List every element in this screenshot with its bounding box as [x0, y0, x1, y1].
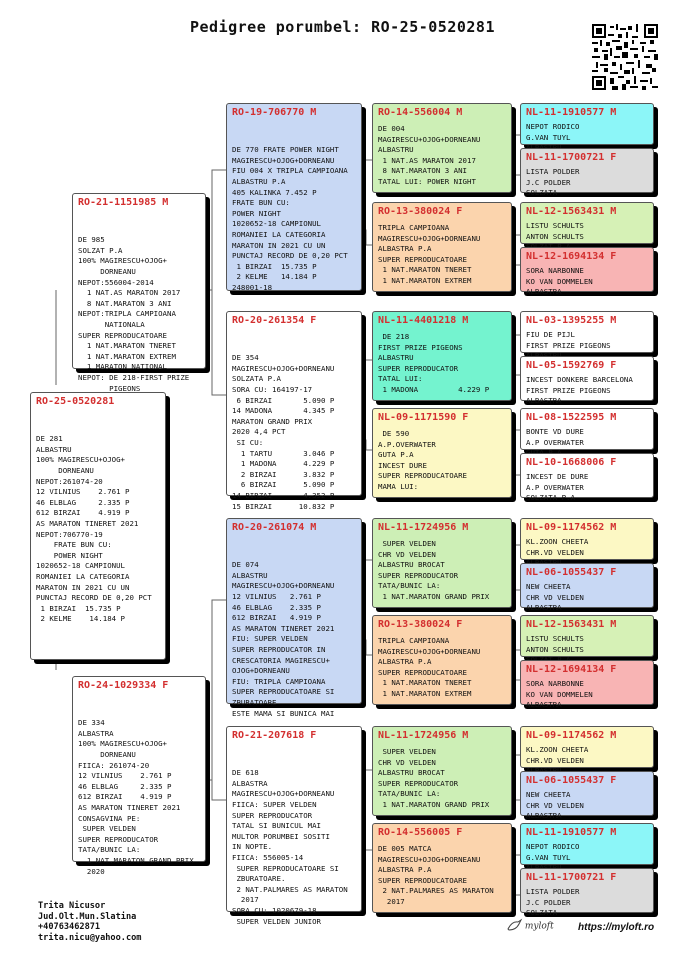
gen4-ring: NL-06-1055437 F — [526, 775, 617, 786]
gen4-card[interactable] — [520, 408, 654, 450]
gen4-card[interactable] — [520, 518, 654, 560]
gen2-ring: RO-20-261354 F — [232, 315, 317, 326]
gen4-card[interactable] — [520, 868, 654, 918]
gen4-details: INCEST DE DURE A.P OVERWATER SOLZATA P.A — [526, 472, 589, 503]
gen4-card[interactable] — [520, 615, 654, 657]
gen4-card[interactable] — [520, 103, 654, 145]
gen2-ring: RO-21-207618 F — [232, 730, 317, 741]
pigeon-icon — [506, 919, 522, 933]
gen4-ring: NL-11-1910577 M — [526, 827, 617, 838]
page-title: Pedigree porumbel: RO-25-0520281 — [190, 18, 495, 36]
gen4-ring: NL-03-1395255 M — [526, 315, 617, 326]
gen4-card[interactable] — [520, 823, 654, 865]
gen3-card[interactable] — [372, 615, 512, 705]
sire-card[interactable] — [72, 193, 206, 393]
gen3-details: DE 004 MAGIRESCU+OJOG+DORNEANU ALBASTRU 1 NAT.AS MARATON 2017 8 NAT.MARATON 3 ANI TATAL LUI: POWER NIGHT — [378, 124, 481, 186]
gen2-card-sire-sire[interactable] — [226, 103, 362, 291]
gen4-details: NEW CHEETA CHR VD VELDEN ALBASTRA — [526, 582, 584, 613]
dam-details: DE 334 ALBASTRA 100% MAGIRESCU+OJOG+ DORNEANU FIICA: 261074-20 12 VILNIUS 2.761 P 46 ELBLAG 2.335 P 612 BIRZAI 4.919 P AS MARATON TINERET 2021 CONSAGVINA PE: SUPER VELDEN SUPER REPRODUCATOR TATA/BUNIC LA: 1 NAT.MARATON GRAND PRIX 2020 — [78, 718, 194, 876]
gen4-ring: NL-12-1563431 M — [526, 206, 617, 217]
owner-name: Trita Nicusor — [38, 901, 106, 911]
gen4-details: FIU DE PIJL FIRST PRIZE PIGEONS — [526, 330, 611, 350]
gen3-card[interactable] — [372, 103, 512, 193]
dam-card[interactable] — [72, 676, 206, 876]
gen4-ring: NL-10-1668006 F — [526, 457, 617, 468]
gen4-card[interactable] — [520, 148, 654, 198]
gen3-details: DE 218 FIRST PRIZE PIGEONS ALBASTRU SUPER REPRODUCATOR TATAL LUI: 1 MADONA 4.229 P — [378, 332, 490, 394]
gen4-details: SORA NARBONNE KO VAN DOMMELEN ALBASTRA — [526, 679, 593, 710]
sire-details: DE 985 SOLZAT P.A 100% MAGIRESCU+OJOG+ DORNEANU NEPOT:556004-2014 1 NAT.AS MARATON 2017 8 NAT.MARATON 3 ANI NEPOT:TRIPLA CAMPIOANA NATIONALA SUPER REPRODUCATOARE 1 NAT.MARATON TNERET 1 NAT.MARATON EXTREM 1 MARATON NATIONAL NEPOT: DE 218-FIRST PRIZE PIGEONS — [78, 235, 190, 393]
gen3-ring: RO-13-380024 F — [378, 206, 463, 217]
gen3-card[interactable] — [372, 726, 512, 816]
gen3-card[interactable] — [372, 202, 512, 292]
gen4-ring: NL-05-1592769 F — [526, 360, 617, 371]
gen3-ring: RO-14-556004 M — [378, 107, 463, 118]
gen4-ring: NL-06-1055437 F — [526, 567, 617, 578]
logo-text: myloft — [524, 921, 554, 932]
gen2-details: DE 770 FRATE POWER NIGHT MAGIRESCU+OJOG+DORNEANU FIU 004 X TRIPLA CAMPIOANA ALBASTRU P.A 405 KALINKA 7.452 P FRATE BUN CU: POWER NIGHT 1020652-18 CAMPIONUL ROMANIEI LA CATEGORIA MARATON IN 2021 CU UN PUNCTAJ RECORD DE 0,20 PCT 1 BIRZAI 15.735 P 2 KELME 14.184 P 248001-18 — [232, 145, 348, 292]
myloft-logo — [506, 919, 554, 933]
gen4-details: LISTA POLDER J.C POLDER SOLZATA — [526, 167, 580, 198]
gen3-ring: NL-11-1724956 M — [378, 730, 469, 741]
gen3-card[interactable] — [372, 408, 512, 498]
gen3-details: SUPER VELDEN CHR VD VELDEN ALBASTRU BROCAT SUPER REPRODUCATOR TATA/BUNIC LA: 1 NAT.MARATON GRAND PRIX — [378, 747, 490, 809]
gen4-ring: NL-09-1174562 M — [526, 730, 617, 741]
gen4-ring: NL-11-1700721 F — [526, 152, 617, 163]
gen2-card-sire-dam[interactable] — [226, 311, 362, 511]
gen4-details: NEW CHEETA CHR VD VELDEN ALBASTRA — [526, 790, 584, 821]
gen2-details: DE 074 ALBASTRU MAGIRESCU+OJOG+DORNEANU 12 VILNIUS 2.761 P 46 ELBLAG 2.335 P 612 BIRZAI 4.919 P AS MARATON TINERET 2021 FIU: SUPER VELDEN SUPER REPRODUCATOR IN CRESCATORIA MAGIRESCU+ OJOG+DORNEANU FIU: TRIPLA CAMPIOANA SUPER REPRODUCATOARE SI ZBURATOARE ESTE MAMA SI BUNICA MAI — [232, 560, 335, 718]
gen4-ring: NL-09-1174562 M — [526, 522, 617, 533]
gen3-ring: RO-14-556005 F — [378, 827, 463, 838]
gen4-card[interactable] — [520, 771, 654, 821]
gen3-details: SUPER VELDEN CHR VD VELDEN ALBASTRU BROCAT SUPER REPRODUCATOR TATA/BUNIC LA: 1 NAT.MARATON GRAND PRIX — [378, 539, 490, 601]
gen4-card[interactable] — [520, 356, 654, 406]
gen2-ring: RO-20-261074 M — [232, 522, 317, 533]
gen3-details: TRIPLA CAMPIOANA MAGIRESCU+OJOG+DORNEANU ALBASTRA P.A SUPER REPRODUCATOARE 1 NAT.MARATON TNERET 1 NAT.MARATON EXTREM — [378, 636, 481, 698]
gen4-details: LISTA POLDER J.C POLDER SOLZATA — [526, 887, 580, 918]
gen4-details: LISTU SCHULTS ANTON SCHULTS — [526, 634, 584, 654]
subject-ring: RO-25-0520281 — [36, 396, 115, 407]
gen3-ring: NL-09-1171590 F — [378, 412, 469, 423]
gen4-card[interactable] — [520, 202, 654, 244]
gen4-ring: NL-12-1694134 F — [526, 251, 617, 262]
gen4-details: KL.ZOON CHEETA CHR.VD VELDEN — [526, 745, 589, 765]
subject-card[interactable] — [30, 392, 166, 660]
sire-ring: RO-21-1151985 M — [78, 197, 169, 208]
gen4-details: BONTE VD DURE A.P OVERWATER — [526, 427, 584, 447]
gen3-ring: NL-11-1724956 M — [378, 522, 469, 533]
owner-phone: +40763462871 — [38, 922, 101, 933]
gen4-details: INCEST DONKERE BARCELONA FIRST PRIZE PIGEONS ALBASTRA — [526, 375, 633, 406]
subject-details: DE 281 ALBASTRU 100% MAGIRESCU+OJOG+ DORNEANU NEPOT:261074-20 12 VILNIUS 2.761 P 46 ELBLAG 2.335 P 612 BIRZAI 4.919 P AS MARATON TINERET 2021 NEPOT:706770-19 FRATE BUN CU: POWER NIGHT 1020652-18 CAMPIONUL ROMANIEI LA CATEGORIA MARATON IN 2021 CU UN PUNCTAJ RECORD DE 0,20 PCT 1 BIRZAI 15.735 P 2 KELME 14.184 P — [36, 434, 152, 624]
gen4-card[interactable] — [520, 247, 654, 297]
gen2-card-dam-sire[interactable] — [226, 518, 362, 718]
owner-location: Jud.Olt.Mun.Slatina — [38, 911, 137, 922]
gen4-card[interactable] — [520, 563, 654, 613]
site-link[interactable]: https://myloft.ro — [578, 922, 655, 933]
gen3-details: DE 005 MATCA MAGIRESCU+OJOG+DORNEANU ALBASTRA P.A SUPER REPRODUCATOARE 2 NAT.PALMARES AS MARATON 2017 — [378, 844, 494, 906]
gen4-ring: NL-08-1522595 M — [526, 412, 617, 423]
gen4-card[interactable] — [520, 726, 654, 768]
gen2-details: DE 354 MAGIRESCU+OJOG+DORNEANU SOLZATA P.A SORA CU: 164197-17 6 BIRZAI 5.090 P 14 MADONA 4.345 P MARATON GRAND PRIX 2020 4,4 PCT SI CU: 1 TARTU 3.046 P 1 MADONA 4.229 P 2 BIRZAI 3.832 P 6 BIRZAI 5.090 P 14 BIRZAI 4.352 P 15 BIRZAI 10.832 P — [232, 353, 335, 511]
gen4-ring: NL-11-1910577 M — [526, 107, 617, 118]
gen4-ring: NL-12-1563431 M — [526, 619, 617, 630]
gen3-ring: NL-11-4401218 M — [378, 315, 469, 326]
gen3-ring: RO-13-380024 F — [378, 619, 463, 630]
gen2-details: DE 618 ALBASTRA MAGIRESCU+OJOG+DORNEANU FIICA: SUPER VELDEN SUPER REPRODUCATOR TATAL SI BUNICUL MAI MULTOR PORUMBEI SOSITI IN NOPTE. FIICA: 556005-14 SUPER REPRODUCATOARE SI ZBURATOARE. 2 NAT.PALMARES AS MARATON 2017 SORA CU: 1020679-18 SUPER VELDEN JUNIOR — [232, 768, 348, 926]
gen3-details: TRIPLA CAMPIOANA MAGIRESCU+OJOG+DORNEANU ALBASTRA P.A SUPER REPRODUCATOARE 1 NAT.MARATON TNERET 1 NAT.MARATON EXTREM — [378, 223, 481, 285]
gen3-card[interactable] — [372, 823, 512, 913]
gen4-details: KL.ZOON CHEETA CHR.VD VELDEN — [526, 537, 589, 557]
gen4-details: SORA NARBONNE KO VAN DOMMELEN ALBASTRA — [526, 266, 593, 297]
gen4-card[interactable] — [520, 453, 654, 503]
gen4-ring: NL-12-1694134 F — [526, 664, 617, 675]
gen4-card[interactable] — [520, 660, 654, 710]
gen2-card-dam-dam[interactable] — [226, 726, 362, 926]
owner-info — [38, 901, 141, 943]
gen3-card[interactable] — [372, 311, 512, 401]
owner-email[interactable]: trita.nicu@yahoo.com — [38, 932, 142, 943]
gen4-details: LISTU SCHULTS ANTON SCHULTS — [526, 221, 584, 241]
gen3-details: DE 590 A.P.OVERWATER GUTA P.A INCEST DURE SUPER REPRODUCATOARE MAMA LUI: — [378, 429, 467, 491]
gen4-details: NEPOT RODICO G.VAN TUYL — [526, 842, 580, 862]
gen4-card[interactable] — [520, 311, 654, 353]
gen2-ring: RO-19-706770 M — [232, 107, 317, 118]
gen4-ring: NL-11-1700721 F — [526, 872, 617, 883]
gen4-details: NEPOT RODICO G.VAN TUYL — [526, 122, 580, 142]
gen3-card[interactable] — [372, 518, 512, 608]
dam-ring: RO-24-1029334 F — [78, 680, 169, 691]
